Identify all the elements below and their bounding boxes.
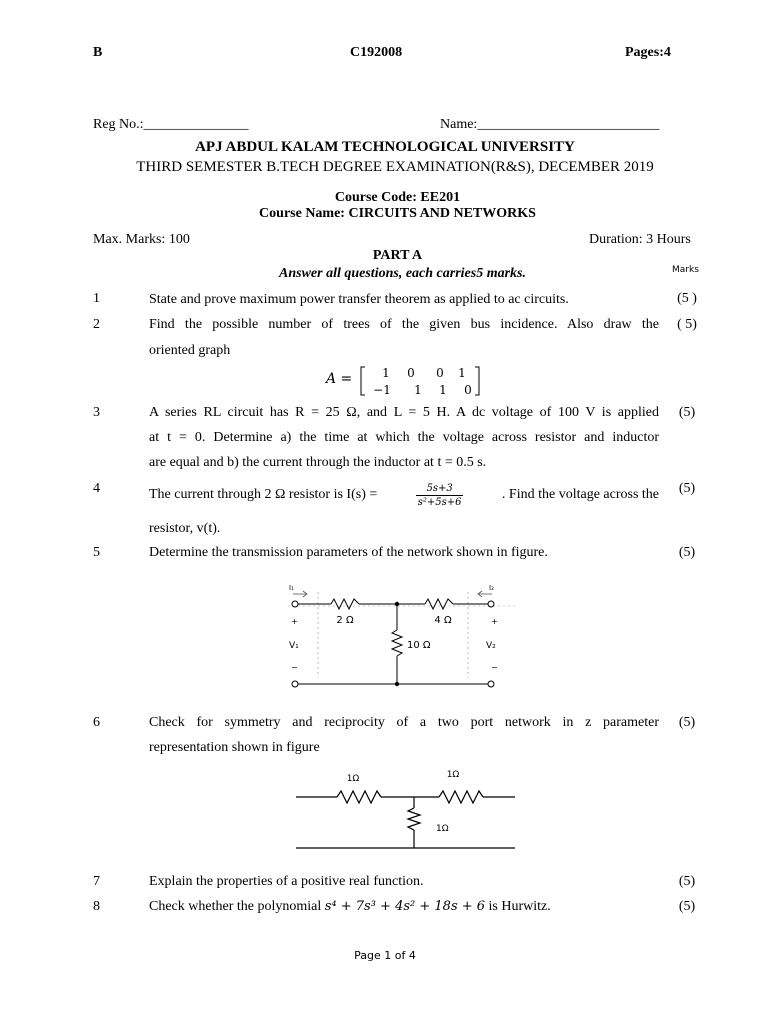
question-text: Check for symmetry and reciprocity of a two port network in z parameter [149, 715, 659, 730]
fraction-denominator: s²+5s+6 [417, 496, 462, 508]
part-heading: PART A [372, 248, 423, 263]
page-count: Pages:4 [625, 45, 671, 60]
question-marks: (5) [678, 899, 696, 914]
question-marks: (5) [678, 715, 696, 730]
paper-code: C192008 [350, 45, 403, 60]
current-i1-label: I₁ [289, 584, 294, 592]
resistor-label: 1Ω [436, 824, 449, 834]
plus-sign: + [291, 617, 298, 626]
paper-set: B [93, 45, 103, 60]
question-text: A series RL circuit has R = 25 Ω, and L = 5 H. A dc voltage of 100 V is applied [149, 405, 659, 420]
matrix-cell: 1 [414, 383, 422, 397]
matrix-cell: 1 [458, 366, 466, 380]
question-text [149, 480, 659, 510]
matrix-cell: 1 [439, 383, 447, 397]
question-text-cont: resistor, v(t). [149, 521, 221, 536]
exam-title: THIRD SEMESTER B.TECH DEGREE EXAMINATION(R&S), DECEMBER 2019 [136, 159, 654, 175]
instruction: Answer all questions, each carries5 marks. [279, 266, 526, 281]
minus-sign: − [291, 663, 298, 672]
question-number: 6 [93, 715, 100, 730]
question-text [149, 894, 659, 919]
t-network-figure [285, 578, 521, 696]
q4-text-post: . Find the voltage across the [501, 487, 659, 502]
question-text-cont: at t = 0. Determine a) the time at which the voltage across resistor and inductor [149, 430, 659, 445]
matrix-cell: 1 [382, 366, 390, 380]
question-marks: (5 ) [677, 291, 697, 306]
voltage-v2-label: V₂ [486, 641, 496, 651]
max-marks: Max. Marks: 100 [93, 232, 190, 247]
page-footer: Page 1 of 4 [354, 949, 416, 962]
resistor-10-label: 10 Ω [407, 640, 431, 651]
current-i2-label: I₂ [489, 584, 494, 592]
q4-text-pre: The current through 2 Ω resistor is I(s) = [149, 487, 378, 502]
z-parameter-figure [293, 766, 515, 850]
voltage-v1-label: V₁ [289, 641, 299, 651]
course-code: Course Code: EE201 [334, 190, 461, 205]
resistor-label: 1Ω [446, 770, 460, 780]
question-text-cont: are equal and b) the current through the inductor at t = 0.5 s. [149, 455, 487, 470]
plus-sign: + [491, 617, 498, 626]
university-title: APJ ABDUL KALAM TECHNOLOGICAL UNIVERSITY [195, 139, 575, 155]
marks-column-label: Marks [672, 265, 699, 275]
question-text: State and prove maximum power transfer theorem as applied to ac circuits. [149, 292, 569, 307]
duration: Duration: 3 Hours [589, 232, 691, 247]
matrix-cell: 0 [407, 366, 415, 380]
question-number: 7 [93, 874, 100, 889]
transfer-function [416, 482, 464, 509]
matrix-cell: 0 [464, 383, 472, 397]
question-marks: (5) [678, 481, 696, 496]
fraction-numerator: 5s+3 [416, 482, 464, 496]
question-number: 1 [93, 291, 100, 306]
name-field: Name:__________________________ [440, 117, 660, 132]
question-number: 8 [93, 899, 100, 914]
resistor-2-label: 2 Ω [336, 615, 354, 626]
incidence-matrix [358, 364, 483, 398]
polynomial: s⁴ + 7s³ + 4s² + 18s + 6 [324, 899, 486, 914]
question-number: 2 [93, 317, 100, 332]
question-number: 5 [93, 545, 100, 560]
question-text: Find the possible number of trees of the given bus incidence. Also draw the [149, 317, 659, 332]
question-text: Explain the properties of a positive real function. [149, 874, 424, 889]
reg-no-field: Reg No.:_______________ [93, 117, 249, 132]
question-text-cont: representation shown in figure [149, 740, 320, 755]
question-marks: (5) [678, 545, 696, 560]
q8-text-pre: Check whether the polynomial [149, 899, 322, 914]
question-marks: ( 5) [677, 317, 697, 332]
matrix-cell: 0 [436, 366, 444, 380]
question-text-cont: oriented graph [149, 343, 231, 358]
matrix-label: A = [326, 371, 353, 387]
question-number: 4 [93, 481, 100, 496]
question-text: Determine the transmission parameters of the network shown in figure. [149, 545, 548, 560]
matrix-cell: −1 [373, 383, 391, 397]
question-number: 3 [93, 405, 100, 420]
course-name: Course Name: CIRCUITS AND NETWORKS [259, 206, 536, 221]
question-marks: (5) [678, 405, 696, 420]
minus-sign: − [491, 663, 498, 672]
resistor-4-label: 4 Ω [434, 615, 452, 626]
question-marks: (5) [678, 874, 696, 889]
resistor-label: 1Ω [346, 774, 360, 784]
q8-text-post: is Hurwitz. [488, 899, 551, 914]
